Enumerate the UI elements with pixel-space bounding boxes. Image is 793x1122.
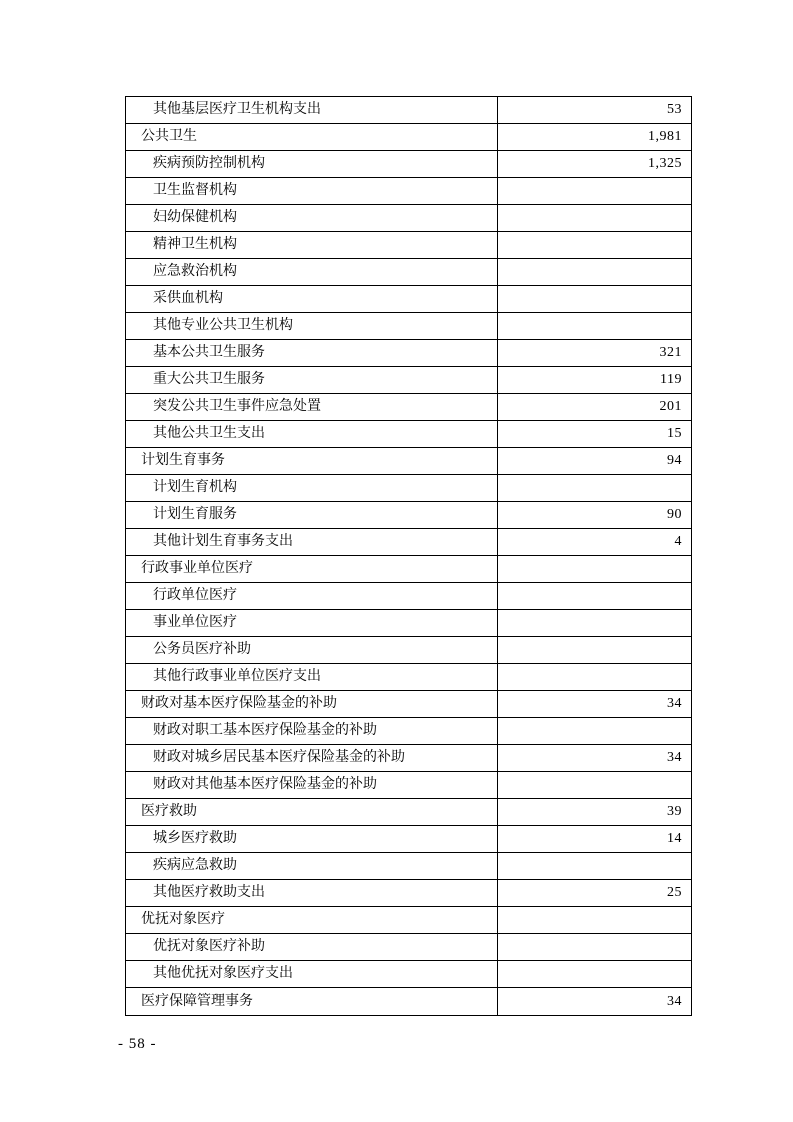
table-row — [126, 610, 691, 637]
table-row — [126, 853, 691, 880]
category-cell: 财政对城乡居民基本医疗保险基金的补助 — [126, 745, 498, 771]
table-row — [126, 259, 691, 286]
table-row — [126, 745, 691, 772]
amount-cell: 53 — [667, 102, 682, 117]
category-cell: 计划生育机构 — [126, 475, 498, 501]
table-row — [126, 448, 691, 475]
amount-cell: 39 — [667, 804, 682, 819]
amount-cell: 94 — [667, 453, 682, 468]
table-row — [126, 880, 691, 907]
amount-cell — [498, 718, 691, 744]
category-cell: 突发公共卫生事件应急处置 — [126, 394, 498, 420]
category-cell: 优抚对象医疗补助 — [126, 934, 498, 960]
table-row — [126, 313, 691, 340]
category-cell: 行政事业单位医疗 — [126, 556, 498, 582]
category-cell: 重大公共卫生服务 — [126, 367, 498, 393]
table-row — [126, 718, 691, 745]
table-row — [126, 475, 691, 502]
category-cell: 妇幼保健机构 — [126, 205, 498, 231]
table-row — [126, 286, 691, 313]
category-cell: 卫生监督机构 — [126, 178, 498, 204]
amount-cell: 1,981 — [648, 129, 682, 144]
table-row — [126, 826, 691, 853]
category-cell: 公共卫生 — [126, 124, 498, 150]
category-cell: 基本公共卫生服务 — [126, 340, 498, 366]
amount-cell — [498, 772, 691, 798]
table-row — [126, 772, 691, 799]
amount-cell: 15 — [667, 426, 682, 441]
category-cell: 行政单位医疗 — [126, 583, 498, 609]
amount-cell: 25 — [667, 885, 682, 900]
amount-cell: 90 — [667, 507, 682, 522]
category-cell: 其他行政事业单位医疗支出 — [126, 664, 498, 690]
table-row — [126, 934, 691, 961]
category-cell: 其他基层医疗卫生机构支出 — [126, 97, 498, 123]
table-row — [126, 664, 691, 691]
page-number: - 58 - — [118, 1036, 157, 1052]
amount-cell — [498, 475, 691, 501]
category-cell: 事业单位医疗 — [126, 610, 498, 636]
budget-table — [125, 96, 692, 1016]
table-row — [126, 205, 691, 232]
amount-cell — [498, 664, 691, 690]
amount-cell — [498, 205, 691, 231]
amount-cell: 34 — [667, 696, 682, 711]
amount-cell — [498, 853, 691, 879]
category-cell: 疾病预防控制机构 — [126, 151, 498, 177]
category-cell: 优抚对象医疗 — [126, 907, 498, 933]
table-row — [126, 367, 691, 394]
amount-cell: 201 — [659, 399, 682, 414]
category-cell: 医疗保障管理事务 — [126, 988, 498, 1015]
table-row — [126, 907, 691, 934]
category-cell: 公务员医疗补助 — [126, 637, 498, 663]
table-row — [126, 421, 691, 448]
amount-cell — [498, 178, 691, 204]
category-cell: 其他优抚对象医疗支出 — [126, 961, 498, 987]
amount-cell — [498, 610, 691, 636]
category-cell: 应急救治机构 — [126, 259, 498, 285]
amount-cell — [498, 934, 691, 960]
amount-cell: 34 — [667, 750, 682, 765]
table-row — [126, 556, 691, 583]
amount-cell: 321 — [659, 345, 682, 360]
amount-cell: 34 — [667, 993, 682, 1009]
category-cell: 财政对职工基本医疗保险基金的补助 — [126, 718, 498, 744]
table-row — [126, 151, 691, 178]
amount-cell: 14 — [667, 831, 682, 846]
amount-cell — [498, 961, 691, 987]
category-cell: 精神卫生机构 — [126, 232, 498, 258]
table-row — [126, 988, 691, 1015]
amount-cell — [498, 313, 691, 339]
amount-cell: 1,325 — [648, 156, 682, 171]
table-row — [126, 232, 691, 259]
table-row — [126, 691, 691, 718]
category-cell: 计划生育服务 — [126, 502, 498, 528]
table-row — [126, 394, 691, 421]
category-cell: 城乡医疗救助 — [126, 826, 498, 852]
amount-cell — [498, 232, 691, 258]
amount-cell — [498, 907, 691, 933]
table-row — [126, 502, 691, 529]
table-row — [126, 529, 691, 556]
category-cell: 采供血机构 — [126, 286, 498, 312]
category-cell: 其他计划生育事务支出 — [126, 529, 498, 555]
amount-cell — [498, 637, 691, 663]
category-cell: 其他医疗救助支出 — [126, 880, 498, 906]
category-cell: 疾病应急救助 — [126, 853, 498, 879]
table-row — [126, 799, 691, 826]
amount-cell: 4 — [674, 534, 682, 549]
table-row — [126, 583, 691, 610]
table-row — [126, 124, 691, 151]
table-row — [126, 637, 691, 664]
category-cell: 其他专业公共卫生机构 — [126, 313, 498, 339]
amount-cell: 119 — [660, 372, 682, 387]
category-cell: 医疗救助 — [126, 799, 498, 825]
table-row — [126, 340, 691, 367]
category-cell: 其他公共卫生支出 — [126, 421, 498, 447]
amount-cell — [498, 556, 691, 582]
amount-cell — [498, 259, 691, 285]
category-cell: 计划生育事务 — [126, 448, 498, 474]
table-row — [126, 961, 691, 988]
table-row — [126, 178, 691, 205]
amount-cell — [498, 583, 691, 609]
category-cell: 财政对其他基本医疗保险基金的补助 — [126, 772, 498, 798]
table-row — [126, 97, 691, 124]
amount-cell — [498, 286, 691, 312]
category-cell: 财政对基本医疗保险基金的补助 — [126, 691, 498, 717]
